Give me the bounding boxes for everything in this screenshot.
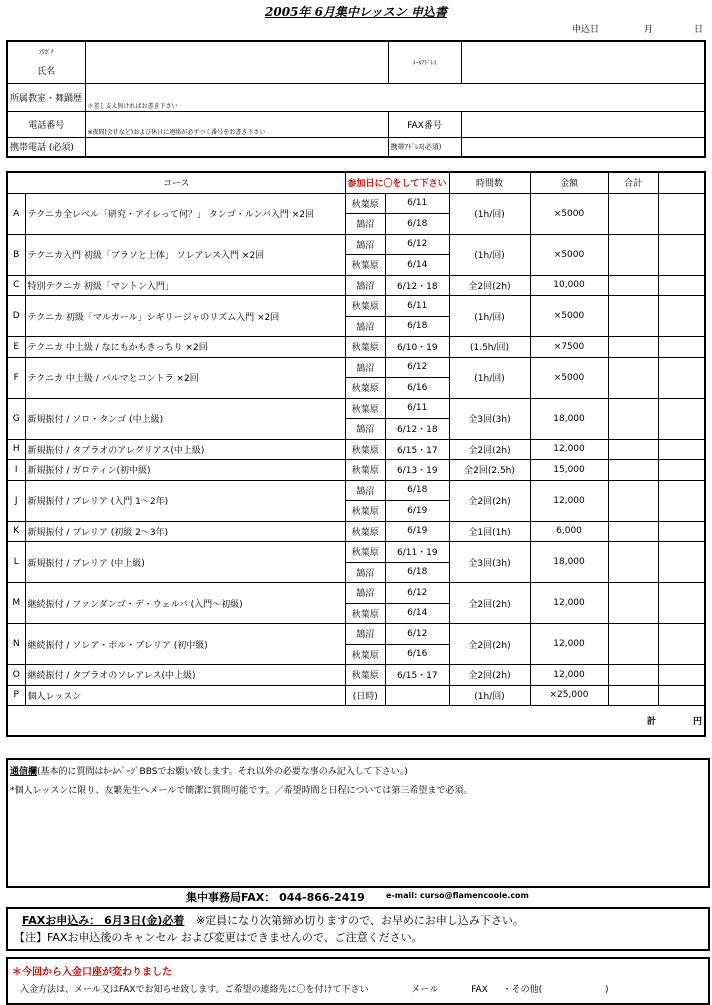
course-id: B (7, 234, 25, 275)
course-date[interactable]: 6/19 (386, 521, 449, 542)
course-hours: 全2回(2h) (449, 583, 530, 624)
course-total-cell[interactable] (608, 624, 658, 665)
course-date[interactable]: 6/15・17 (386, 439, 449, 460)
office-fax: 集中事務局FAX： 044-866-2419 (186, 891, 365, 904)
course-location[interactable]: 鵠沼 (345, 357, 386, 378)
course-date[interactable]: 6/14 (386, 255, 449, 276)
contact-option-fax[interactable]: FAX (471, 985, 488, 995)
notes-line2: *個人レッスンに限り、友繁先生へメールで簡潔に質問可能です。／希望時間と日程については第三希望まで必須。 (10, 786, 473, 796)
course-total-cell[interactable] (608, 275, 658, 296)
course-total-cell[interactable] (608, 193, 658, 234)
day-header: 参加日に〇をして下さい (345, 172, 449, 193)
course-price: 12,000 (530, 583, 608, 624)
course-extra-cell (658, 357, 705, 398)
payment-box (6, 957, 710, 1005)
course-table (6, 171, 706, 737)
course-location[interactable]: 秋葉原 (345, 521, 386, 542)
course-hours: 全2回(2h) (449, 480, 530, 521)
course-date[interactable]: 6/15・17 (386, 665, 449, 686)
course-price: 12,000 (530, 480, 608, 521)
fax-deadline: FAXお申込み： 6月3日(金)必着 (22, 914, 185, 927)
affiliation-label: 所属教室・舞踊歴 (7, 83, 85, 111)
course-id: F (7, 357, 25, 398)
course-location[interactable]: 鵠沼 (345, 234, 386, 255)
course-extra-cell (658, 439, 705, 460)
course-id: A (7, 193, 25, 234)
course-extra-cell (658, 275, 705, 296)
course-location[interactable]: 鵠沼 (345, 624, 386, 645)
course-location[interactable]: 秋葉原 (345, 644, 386, 665)
course-total-cell[interactable] (608, 439, 658, 460)
course-price: ×7500 (530, 337, 608, 358)
course-hours: (1.5h/回) (449, 337, 530, 358)
course-total-cell[interactable] (608, 521, 658, 542)
page-title: 2005年 6月集中レッスン 申込書 (265, 5, 447, 19)
course-price: 6,000 (530, 521, 608, 542)
email-label: ﾒｰﾙｱﾄﾞﾚｽ (388, 41, 461, 83)
course-row (7, 398, 705, 419)
course-location[interactable]: 秋葉原 (345, 665, 386, 686)
course-date[interactable]: 6/11・19 (386, 542, 449, 563)
course-total-cell[interactable] (608, 398, 658, 439)
course-location[interactable]: (日時) (345, 685, 386, 706)
course-hours: (1h/回) (449, 296, 530, 337)
fax-line1 (8, 909, 708, 928)
affiliation-note: ＊差し支え無ければお書き下さい (87, 102, 178, 110)
course-extra-cell (658, 542, 705, 583)
course-total-cell[interactable] (608, 337, 658, 358)
course-name: 継続振付 / タブラオのソレアレス(中上級) (25, 665, 345, 686)
hours-header: 時間数 (449, 172, 530, 193)
contact-option-other[interactable]: ・その他( (502, 985, 543, 995)
course-location[interactable]: 秋葉原 (345, 439, 386, 460)
month-label: 月 (644, 25, 654, 35)
course-extra-cell (658, 521, 705, 542)
fax-label: FAX番号 (388, 111, 461, 137)
course-name: 新規振付 / ガロティン(初中級) (25, 460, 345, 481)
name-input[interactable] (85, 41, 388, 83)
course-price: ×25,000 (530, 685, 608, 706)
contact-option-email[interactable]: メール (411, 985, 439, 995)
course-date[interactable]: 6/18 (386, 480, 449, 501)
total-header: 合計 (608, 172, 658, 193)
course-name: 新規振付 / ブレリア (中上級) (25, 542, 345, 583)
course-location[interactable]: 秋葉原 (345, 296, 386, 317)
phone-input[interactable] (85, 111, 388, 137)
notes-heading: 通信欄 (10, 767, 38, 777)
course-id: P (7, 685, 25, 706)
course-total-cell[interactable] (608, 357, 658, 398)
fax-input[interactable] (461, 111, 705, 137)
contact-option-other-end: ) (605, 985, 609, 995)
payment-instruction: 入金方法は、メール又はFAXでお知らせ致します。ご希望の連絡先に〇を付けて下さい (20, 985, 369, 995)
affiliation-input[interactable] (85, 83, 705, 111)
course-name: 新規振付 / ブレリア (入門 1～2年) (25, 480, 345, 521)
course-location[interactable]: 秋葉原 (345, 255, 386, 276)
applied-date-label: 申込日 (572, 25, 600, 35)
course-total-cell[interactable] (608, 542, 658, 583)
course-row (7, 460, 705, 481)
course-date[interactable]: 6/16 (386, 644, 449, 665)
fax-cancel-note: 【注】FAXお申込後のキャンセル および変更はできませんので、ご注意ください。 (14, 931, 423, 944)
course-date[interactable]: 6/11 (386, 296, 449, 317)
course-location[interactable]: 秋葉原 (345, 542, 386, 563)
course-date[interactable]: 6/12 (386, 624, 449, 645)
payment-heading: ＊今回から入金口座が変わりました (12, 967, 172, 978)
course-name: 特別テクニカ 初級「マントン入門」 (25, 275, 345, 296)
personal-info-table (6, 40, 706, 158)
course-hours: 全2回(2h) (449, 624, 530, 665)
notes-line1 (8, 760, 708, 777)
course-row (7, 234, 705, 255)
course-hours: 全3回(3h) (449, 542, 530, 583)
course-location[interactable]: 秋葉原 (345, 603, 386, 624)
course-location[interactable]: 鵠沼 (345, 583, 386, 604)
course-row (7, 542, 705, 563)
phone-note: ※夜間(会社など)および休日に連絡が必ずつく番号をお書き下さい (87, 128, 266, 136)
course-price: 18,000 (530, 398, 608, 439)
total-unit: 円 (658, 706, 705, 736)
course-hours: (1h/回) (449, 357, 530, 398)
fax-deadline-box (6, 907, 710, 951)
name-label-cell (7, 41, 85, 83)
course-row (7, 480, 705, 501)
course-row (7, 337, 705, 358)
course-date[interactable]: 6/18 (386, 316, 449, 337)
course-hours: 全2回(2h) (449, 275, 530, 296)
course-row (7, 521, 705, 542)
fax-deadline-note: ※定員になり次第締め切りますので、お早めにお申し込み下さい。 (195, 914, 524, 927)
phone-label: 電話番号 (7, 111, 85, 137)
course-location[interactable]: 秋葉原 (345, 398, 386, 419)
course-row (7, 624, 705, 645)
course-name: テクニカ 中上級 / なにもかもきっちり ×2回 (25, 337, 345, 358)
course-date[interactable]: 6/12 (386, 234, 449, 255)
furigana-label: ﾌﾘｶﾞﾅ (38, 49, 54, 57)
course-extra-cell (658, 398, 705, 439)
course-header: コース (7, 172, 345, 193)
course-date[interactable]: 6/12・18 (386, 275, 449, 296)
course-name: 継続振付 / ファンダンゴ・デ・ウェルバ (入門～初級) (25, 583, 345, 624)
course-date[interactable]: 6/12 (386, 583, 449, 604)
course-name: 新規振付 / ブレリア (初級 2～3年) (25, 521, 345, 542)
course-total-cell[interactable] (608, 685, 658, 706)
course-id: D (7, 296, 25, 337)
course-location[interactable]: 鵠沼 (345, 419, 386, 440)
day-label: 日 (694, 25, 704, 35)
course-date[interactable]: 6/19 (386, 501, 449, 522)
email-input[interactable] (461, 41, 705, 83)
course-price: ×5000 (530, 357, 608, 398)
course-price: 12,000 (530, 624, 608, 665)
course-id: L (7, 542, 25, 583)
course-total-cell[interactable] (608, 665, 658, 686)
course-id: I (7, 460, 25, 481)
course-row (7, 296, 705, 317)
course-extra-cell (658, 193, 705, 234)
mobile-address-label: 携帯ｱﾄﾞﾚｽ(必須) (388, 137, 461, 157)
course-location[interactable]: 鵠沼 (345, 480, 386, 501)
course-location[interactable]: 鵠沼 (345, 316, 386, 337)
mobile-address-input[interactable] (461, 137, 705, 157)
notes-box[interactable] (6, 758, 710, 888)
course-extra-cell (658, 480, 705, 521)
course-hours: (1h/回) (449, 193, 530, 234)
course-id: G (7, 398, 25, 439)
course-hours: (1h/回) (449, 685, 530, 706)
course-hours: 全3回(3h) (449, 398, 530, 439)
course-name: 新規振付 / ソロ・タンゴ (中上級) (25, 398, 345, 439)
course-row (7, 439, 705, 460)
course-name: 新規振付 / タブラオのアレグリアス(中上級) (25, 439, 345, 460)
course-location[interactable]: 秋葉原 (345, 501, 386, 522)
course-price: ×5000 (530, 234, 608, 275)
course-name: 継続振付 / ソレア・ポル・ブレリア (初中級) (25, 624, 345, 665)
course-id: N (7, 624, 25, 665)
course-price: 12,000 (530, 665, 608, 686)
course-name: テクニカ 初級「マルカール」シギリージャのリズム入門 ×2回 (25, 296, 345, 337)
course-price: 12,000 (530, 439, 608, 460)
course-price: 18,000 (530, 542, 608, 583)
price-header: 金額 (530, 172, 608, 193)
course-price: ×5000 (530, 296, 608, 337)
course-price: ×5000 (530, 193, 608, 234)
course-name: テクニカ全レベル「研究・アイレって何？」 タンゴ・ルンバ入門 ×2回 (25, 193, 345, 234)
course-price: 10,000 (530, 275, 608, 296)
course-row (7, 583, 705, 604)
course-row (7, 193, 705, 214)
course-date[interactable]: 6/16 (386, 378, 449, 399)
course-extra-cell (658, 665, 705, 686)
course-hours: 全2回(2.5h) (449, 460, 530, 481)
course-location[interactable]: 鵠沼 (345, 562, 386, 583)
course-location[interactable]: 秋葉原 (345, 378, 386, 399)
course-total-cell[interactable] (608, 480, 658, 521)
course-name: テクニカ 中上級 / パルマとコントラ ×2回 (25, 357, 345, 398)
course-date[interactable]: 6/14 (386, 603, 449, 624)
course-date[interactable]: 6/12・18 (386, 419, 449, 440)
course-date[interactable] (386, 685, 449, 706)
course-extra-cell (658, 234, 705, 275)
course-hours: 全2回(2h) (449, 665, 530, 686)
course-id: C (7, 275, 25, 296)
name-label: 氏名 (37, 67, 56, 78)
course-id: K (7, 521, 25, 542)
course-id: O (7, 665, 25, 686)
course-id: E (7, 337, 25, 358)
total-label: 計 (608, 706, 658, 736)
course-location[interactable]: 秋葉原 (345, 460, 386, 481)
course-date[interactable]: 6/10・19 (386, 337, 449, 358)
course-total-cell[interactable] (608, 296, 658, 337)
course-extra-cell (658, 685, 705, 706)
course-row (7, 357, 705, 378)
course-total-cell[interactable] (608, 460, 658, 481)
course-date[interactable]: 6/13・19 (386, 460, 449, 481)
course-date[interactable]: 6/18 (386, 562, 449, 583)
course-total-cell[interactable] (608, 583, 658, 624)
course-total-cell[interactable] (608, 234, 658, 275)
course-location[interactable]: 秋葉原 (345, 193, 386, 214)
course-extra-cell (658, 460, 705, 481)
course-extra-cell (658, 337, 705, 358)
course-hours: 全2回(2h) (449, 439, 530, 460)
course-date[interactable]: 6/11 (386, 398, 449, 419)
course-name: テクニカ入門 初級「ブラソと上体」 ソレアレス入門 ×2回 (25, 234, 345, 275)
course-name: 個人レッスン (25, 685, 345, 706)
mobile-input[interactable] (85, 137, 388, 157)
course-row (7, 275, 705, 296)
notes-heading-rest: (基本的に質問はﾎｰﾑﾍﾟｰｼﾞBBSでお願い致します。それ以外の必要な事のみ記入して下さい。) (37, 767, 408, 777)
course-date[interactable]: 6/12 (386, 357, 449, 378)
course-location[interactable]: 鵠沼 (345, 275, 386, 296)
course-location[interactable]: 鵠沼 (345, 214, 386, 235)
course-row (7, 685, 705, 706)
course-extra-cell (658, 296, 705, 337)
course-extra-cell (658, 583, 705, 624)
course-hours: (1h/回) (449, 234, 530, 275)
office-email: e-mail: curso@flamencoole.com (386, 891, 529, 900)
payment-line (8, 978, 708, 995)
course-extra-cell (658, 624, 705, 665)
course-row (7, 665, 705, 686)
course-location[interactable]: 秋葉原 (345, 337, 386, 358)
course-date[interactable]: 6/11 (386, 193, 449, 214)
course-date[interactable]: 6/18 (386, 214, 449, 235)
course-id: H (7, 439, 25, 460)
course-hours: 全1回(1h) (449, 521, 530, 542)
course-price: 15,000 (530, 460, 608, 481)
course-id: J (7, 480, 25, 521)
mobile-label: 携帯電話 (必須) (7, 137, 85, 157)
course-id: M (7, 583, 25, 624)
